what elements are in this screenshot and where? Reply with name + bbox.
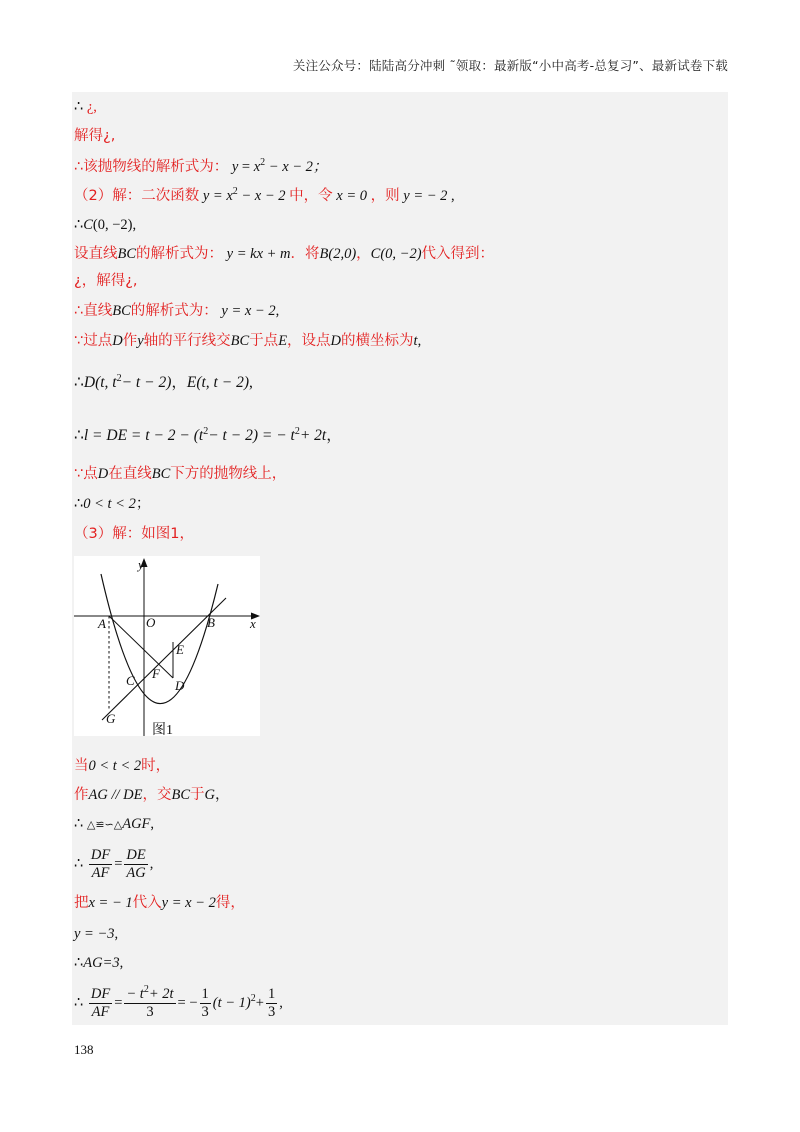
line-12 [74, 464, 286, 484]
therefore-symbol: ∴ [74, 995, 84, 1011]
exponent: 2 [116, 373, 122, 384]
point-d: D [112, 333, 123, 349]
denominator: AG [126, 865, 146, 882]
text: ∴直线 [74, 303, 113, 319]
line-7: ¿，解得¿, [74, 273, 138, 289]
equals-minus: = − [177, 995, 198, 1011]
fraction-de-ag [124, 847, 147, 882]
line-15 [74, 756, 170, 776]
line-bc: BC [171, 787, 190, 803]
punct: ， [214, 787, 230, 803]
punct: , [119, 955, 124, 971]
equals: = [114, 856, 123, 872]
line-1 [74, 97, 97, 117]
text: 于 [190, 787, 205, 803]
line-bc: BC [151, 466, 171, 482]
plus: + [255, 995, 264, 1011]
point-e: E [278, 333, 288, 349]
line-10 [74, 372, 253, 393]
therefore-symbol: ∴ [74, 955, 84, 971]
punct: , [279, 995, 283, 1011]
point-d: D [97, 466, 109, 482]
equals: = [241, 159, 251, 175]
exponent: 2 [260, 157, 266, 168]
therefore-symbol: ∴ [74, 427, 84, 444]
equals: = [114, 995, 123, 1011]
punct: ， [326, 426, 342, 444]
punct: ， [356, 246, 371, 262]
line-18 [74, 845, 153, 883]
text: 时， [141, 758, 171, 774]
exponent: 2 [294, 426, 300, 437]
line-9 [74, 331, 421, 351]
denominator: 3 [146, 1004, 154, 1021]
line-1-text: ¿, [86, 99, 97, 115]
triangle-agf: AGF [122, 816, 151, 832]
line-bc: BC [230, 333, 250, 349]
expr-de-mid: − t − 2) = − t [208, 427, 295, 444]
var-x: x [253, 159, 261, 175]
text: 得， [215, 895, 245, 911]
point-d: D [330, 333, 342, 349]
label-f: F [152, 666, 160, 681]
line-3-prefix: ∴该抛物线的解析式为： [74, 159, 229, 175]
therefore-symbol: ∴ [74, 856, 84, 872]
numerator: DF [90, 986, 111, 1003]
parabola-diagram [74, 556, 260, 736]
label-x: x [250, 616, 256, 631]
expr-range: 0 < t < 2 [83, 496, 136, 512]
denominator: AF [91, 1004, 110, 1021]
var-t: t [413, 333, 418, 349]
therefore-symbol: ∴ [74, 374, 84, 391]
point-e-coords: E(t, t − 2) [186, 374, 249, 391]
line-21 [74, 953, 123, 973]
text: 在直线 [108, 466, 152, 482]
exponent: 2 [203, 426, 209, 437]
therefore-symbol: ∴ [74, 217, 84, 233]
fraction-one-third [200, 986, 211, 1021]
line-17 [74, 814, 154, 835]
therefore-symbol: ∴ [74, 816, 84, 832]
punct: , [249, 374, 253, 391]
line-4 [74, 186, 455, 206]
fraction-df-af [89, 986, 112, 1021]
point-c: C(0, −2) [370, 246, 422, 262]
num-part: + 2t [148, 986, 174, 1003]
coords: (0, −2) [92, 217, 133, 233]
label-o: O [146, 615, 156, 630]
punct: , [417, 333, 422, 349]
text: ．将 [290, 246, 320, 262]
numerator: 1 [267, 986, 276, 1003]
text: 代入得到： [421, 246, 495, 262]
punct: , [275, 303, 280, 319]
expr-result: y = − 2 [403, 188, 448, 204]
text: 轴的平行线交 [143, 333, 231, 349]
numerator: DF [90, 847, 111, 864]
line-14: （3）解：如图1， [74, 526, 194, 542]
segment-ad [109, 616, 173, 678]
text: 代入 [132, 895, 162, 911]
fraction-one-third [266, 986, 277, 1021]
text: 于点 [249, 333, 279, 349]
denominator: 3 [201, 1004, 209, 1021]
line-5 [74, 215, 136, 235]
text: 的解析式为： [136, 246, 224, 262]
numerator: DE [126, 847, 146, 864]
similar-triangles: △≌∽△ [86, 818, 123, 831]
line-13 [74, 494, 150, 514]
label-y: y [138, 557, 144, 572]
text: ，则 [370, 188, 400, 204]
point-b: B(2,0) [319, 246, 357, 262]
line-19 [74, 893, 245, 913]
expr-parallel: AG // DE [88, 787, 143, 803]
num-part: − t [126, 986, 144, 1003]
expr-ag: AG=3 [83, 955, 120, 971]
expr-linear: y = x − 2 [161, 895, 216, 911]
expr-parabola-rest: − x − 2 [241, 188, 286, 204]
expr-rest: − x − 2； [268, 159, 328, 175]
point-g: G [204, 787, 215, 803]
text: ∵过点 [74, 333, 113, 349]
punct: , [150, 816, 155, 832]
page-header: 关注公众号：陆陆高分冲刺 ˜领取：最新版“小中高考-总复习”、最新试卷下载 [292, 58, 728, 73]
parabola-curve [101, 574, 218, 704]
text: 当 [74, 758, 89, 774]
punct: , [114, 926, 119, 942]
text: 作 [122, 333, 138, 349]
punct: , [132, 217, 137, 233]
label-d: D [175, 678, 185, 693]
therefore-symbol: ∴ [74, 496, 84, 512]
fraction-expr [124, 986, 175, 1021]
exponent: 2 [143, 984, 149, 996]
expr-range: 0 < t < 2 [88, 758, 142, 774]
line-6 [74, 244, 494, 264]
line-bc: BC [117, 246, 137, 262]
denominator: 3 [267, 1004, 276, 1021]
exponent: 2 [232, 186, 238, 197]
expr-de-end: + 2t [299, 427, 327, 444]
numerator [124, 986, 175, 1004]
line-11 [74, 425, 342, 446]
point-d-coords-rest: − t − 2) [121, 374, 172, 391]
line-bc: BC [112, 303, 131, 319]
expr-cond: x = 0 [336, 188, 368, 204]
text: 设直线 [74, 246, 118, 262]
expr-de: l = DE = t − 2 − (t [83, 427, 204, 444]
text: ，设点 [287, 333, 331, 349]
expr-linear: y = x − 2 [221, 303, 276, 319]
denominator: AF [91, 865, 110, 882]
label-g: G [106, 711, 116, 726]
punct: ； [135, 496, 151, 512]
expr-linear: y = kx + m [226, 246, 291, 262]
label-e: E [176, 642, 184, 657]
expr-x: x = − 1 [88, 895, 133, 911]
text: 作 [74, 787, 89, 803]
punct: , [451, 188, 455, 204]
paren-expr: (t − 1) [212, 995, 251, 1011]
label-c: C [126, 673, 135, 688]
text: ∵点 [74, 466, 98, 482]
text: 的横坐标为 [341, 333, 414, 349]
text: 中，令 [289, 188, 333, 204]
expr-y: y = −3 [74, 926, 115, 942]
var-y: y [231, 159, 239, 175]
therefore-symbol: ∴ [74, 99, 84, 115]
label-a: A [98, 616, 106, 631]
text: 把 [74, 895, 89, 911]
fraction-df-af [89, 847, 112, 882]
page-number: 138 [74, 1042, 94, 1057]
line-22 [74, 984, 283, 1022]
var-y: y [137, 333, 144, 349]
numerator: 1 [201, 986, 209, 1003]
line-8 [74, 301, 279, 321]
text: 的解析式为： [130, 303, 218, 319]
label-b: B [207, 615, 215, 630]
part-2-label: （2）解：二次函数 [74, 188, 200, 204]
figure-1 [74, 556, 260, 736]
text: ，交 [142, 787, 172, 803]
point-c: C [83, 217, 93, 233]
line-3 [74, 157, 327, 177]
text: 下方的抛物线上， [170, 466, 287, 482]
punct: , [149, 856, 154, 872]
line-16 [74, 785, 229, 805]
punct: ， [171, 373, 187, 391]
expr-parabola: y = x [202, 188, 233, 204]
point-d-coords: D(t, t [83, 374, 117, 391]
figure-caption: 图1 [152, 723, 173, 736]
line-20 [74, 924, 118, 944]
line-2: 解得¿, [74, 128, 116, 144]
exponent: 2 [250, 993, 256, 1004]
